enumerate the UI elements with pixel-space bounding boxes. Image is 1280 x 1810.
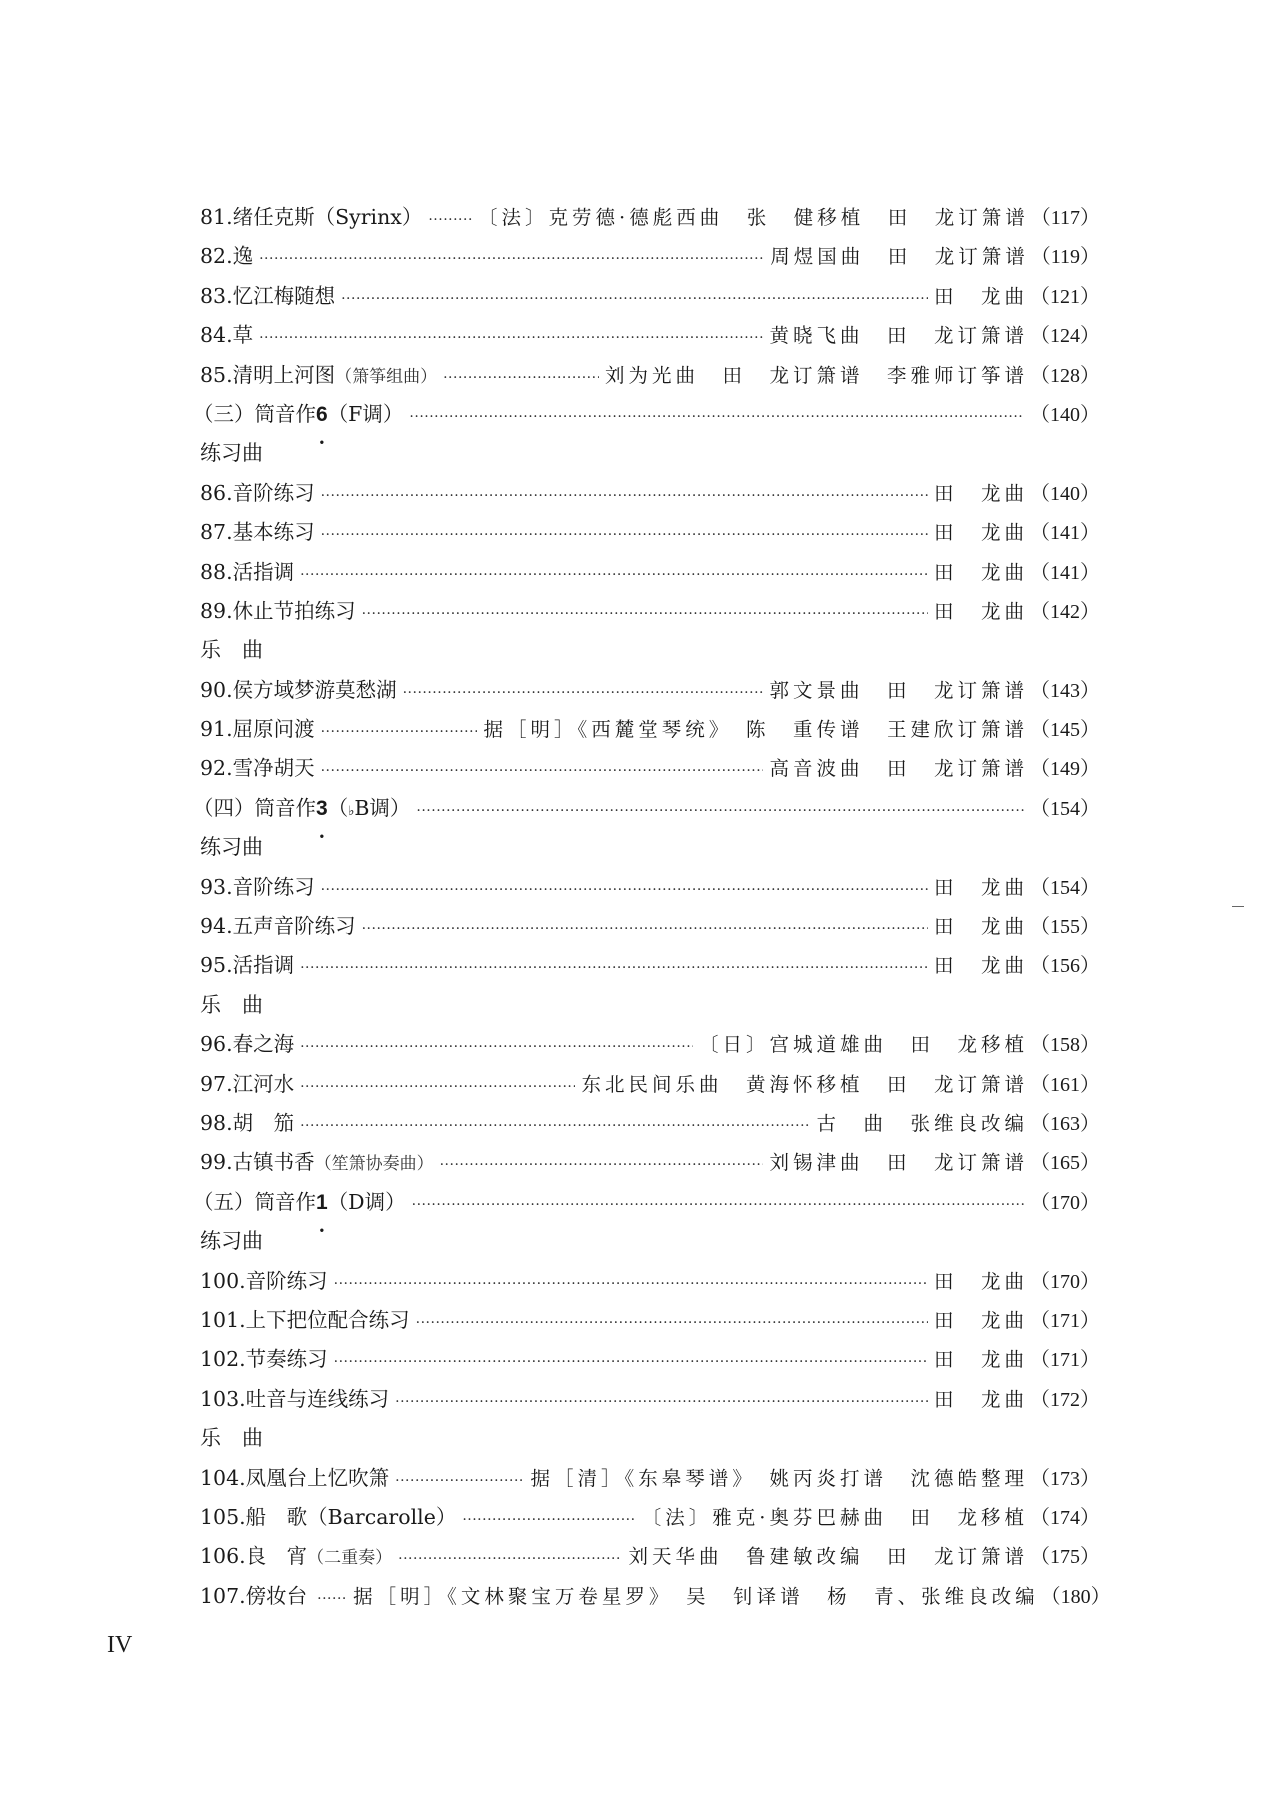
leader-dots xyxy=(403,674,764,713)
entry-title: 练习曲 xyxy=(200,441,263,466)
entry-title: 96.春之海 xyxy=(200,1032,295,1057)
key-open-paren: （ xyxy=(327,795,349,820)
leader-dots xyxy=(259,319,763,358)
entry-title: 95.活指调 xyxy=(200,953,295,978)
page-number: （171） xyxy=(1030,1349,1100,1372)
page-number: （173） xyxy=(1030,1467,1100,1490)
leader-dots xyxy=(395,1462,524,1501)
key-name: B调） xyxy=(354,795,411,820)
toc-entry[interactable] xyxy=(200,671,1100,710)
toc-entry[interactable] xyxy=(200,1262,1100,1301)
toc-entry[interactable] xyxy=(200,868,1100,907)
toc-subheading xyxy=(200,986,1100,1025)
entry-credit: 郭文景曲 田 龙订箫谱 xyxy=(769,678,1028,702)
entry-title: 104.凤凰台上忆吹箫 xyxy=(200,1465,390,1490)
leader-dots xyxy=(321,871,928,910)
leader-dots xyxy=(321,477,928,516)
page-number: （142） xyxy=(1030,600,1100,623)
toc-entry[interactable] xyxy=(200,1340,1100,1379)
page-number: （121） xyxy=(1030,285,1100,308)
leader-dots xyxy=(412,1186,1024,1225)
page-number: （170） xyxy=(1030,1191,1100,1214)
leader-dots xyxy=(362,595,928,634)
entry-note: （笙箫协奏曲） xyxy=(314,1154,434,1175)
toc-entry[interactable] xyxy=(200,907,1100,946)
entry-credit: 〔法〕克劳德·德彪西曲 张 健移植 田 龙订箫谱 xyxy=(478,206,1029,229)
entry-credit: 田 龙曲 xyxy=(933,1308,1028,1332)
leader-dots xyxy=(317,1580,345,1619)
margin-mark xyxy=(1232,906,1244,907)
toc-entry[interactable] xyxy=(200,513,1100,552)
page-number: （170） xyxy=(1030,1270,1100,1293)
toc-subheading xyxy=(200,434,1100,473)
entry-note: （二重奏） xyxy=(307,1548,393,1569)
entry-title: 92.雪净胡天 xyxy=(200,756,315,781)
page-number: （140） xyxy=(1030,482,1100,505)
page-number: （154） xyxy=(1030,876,1100,899)
entry-credit: 刘天华曲 鲁建敏改编 田 龙订箫谱 xyxy=(628,1545,1028,1569)
leader-dots xyxy=(416,1304,928,1343)
toc-entry[interactable] xyxy=(200,946,1100,985)
entry-credit: 田 龙曲 xyxy=(933,875,1028,899)
entry-credit: 田 龙曲 xyxy=(933,1387,1028,1411)
leader-dots xyxy=(443,359,599,398)
page-number: （124） xyxy=(1030,325,1100,348)
entry-credit: 据［明］《文林聚宝万卷星罗》 吴 钊译谱 杨 青、张维良改编 xyxy=(353,1584,1039,1608)
entry-title: （五）筒音作 xyxy=(193,1189,316,1214)
toc-entry[interactable] xyxy=(200,1577,1111,1616)
entry-title: 81.绪任克斯（Syrinx） xyxy=(200,205,423,229)
entry-credit: 刘锡津曲 田 龙订箫谱 xyxy=(769,1151,1028,1175)
entry-title: 90.侯方域梦游莫愁湖 xyxy=(200,677,397,702)
entry-title: 100.音阶练习 xyxy=(200,1268,328,1293)
toc-entry[interactable] xyxy=(200,237,1100,276)
entry-title: 93.音阶练习 xyxy=(200,874,315,899)
leader-dots xyxy=(300,1068,575,1107)
leader-dots xyxy=(300,949,928,988)
entry-credit: 古 曲 张维良改编 xyxy=(816,1111,1028,1135)
toc-entry[interactable] xyxy=(200,749,1100,788)
entry-title: 乐 曲 xyxy=(200,1426,263,1451)
entry-title: 103.吐音与连线练习 xyxy=(200,1386,390,1411)
page-number: （158） xyxy=(1030,1034,1100,1057)
toc-entry[interactable] xyxy=(200,1498,1100,1537)
entry-credit: 黄晓飞曲 田 龙订箫谱 xyxy=(769,324,1028,348)
entry-credit: 〔法〕雅克·奥芬巴赫曲 田 龙移植 xyxy=(641,1505,1028,1529)
toc-section-row[interactable] xyxy=(193,395,1100,434)
page-number: （155） xyxy=(1030,916,1100,939)
page-number: （165） xyxy=(1030,1152,1100,1175)
key-name: （F调） xyxy=(327,401,404,426)
toc-section-row[interactable] xyxy=(193,789,1100,828)
entry-credit: 田 龙曲 xyxy=(933,954,1028,978)
page-number: （140） xyxy=(1030,403,1100,426)
leader-dots xyxy=(321,516,928,555)
page-number: （180） xyxy=(1040,1585,1111,1608)
page-number: （141） xyxy=(1030,522,1100,545)
toc-entry[interactable] xyxy=(200,1380,1100,1419)
entry-title: （三）筒音作 xyxy=(193,401,316,426)
entry-credit: 据［明］《西麓堂琴统》 陈 重传谱 王建欣订箫谱 xyxy=(483,718,1028,742)
leader-dots xyxy=(321,713,478,752)
entry-title: 88.活指调 xyxy=(200,559,295,584)
leader-dots xyxy=(300,556,928,595)
key-note-number: 1 • xyxy=(316,1183,328,1222)
entry-credit: 周煜国曲 田 龙订箫谱 xyxy=(770,245,1029,269)
entry-note: （箫筝组曲） xyxy=(335,366,438,387)
page-number: （149） xyxy=(1030,758,1100,781)
page-number: （172） xyxy=(1030,1388,1100,1411)
page-number: （119） xyxy=(1030,246,1100,269)
entry-title: 91.屈原问渡 xyxy=(200,717,315,742)
entry-title: 乐 曲 xyxy=(200,992,263,1017)
leader-dots xyxy=(462,1501,635,1540)
leader-dots xyxy=(409,398,1024,437)
leader-dots xyxy=(300,1028,693,1067)
table-of-contents xyxy=(193,198,1111,1616)
entry-credit: 高音波曲 田 龙订箫谱 xyxy=(769,757,1028,781)
entry-credit: 田 龙曲 xyxy=(933,1348,1028,1372)
entry-title: 83.忆江梅随想 xyxy=(200,283,336,308)
toc-entry[interactable] xyxy=(200,198,1100,237)
page-number: （175） xyxy=(1030,1546,1100,1569)
entry-title: 86.音阶练习 xyxy=(200,480,315,505)
toc-entry[interactable] xyxy=(200,1301,1100,1340)
entry-title: 97.江河水 xyxy=(200,1071,295,1096)
entry-credit: 田 龙曲 xyxy=(933,560,1028,584)
entry-title: 89.休止节拍练习 xyxy=(200,598,356,623)
page-number: （145） xyxy=(1030,719,1100,742)
page-number: （156） xyxy=(1030,955,1100,978)
key-note-number: 6 • xyxy=(316,395,328,434)
entry-credit: 田 龙曲 xyxy=(933,284,1028,308)
toc-entry[interactable] xyxy=(200,1537,1100,1576)
entry-title: 94.五声音阶练习 xyxy=(200,914,356,939)
entry-title: 82.逸 xyxy=(200,244,254,269)
toc-entry[interactable] xyxy=(200,1065,1100,1104)
page-folio: IV xyxy=(107,1632,133,1658)
page-number: （143） xyxy=(1030,679,1100,702)
toc-subheading xyxy=(200,1222,1100,1261)
entry-credit: 田 龙曲 xyxy=(933,1269,1028,1293)
leader-dots xyxy=(428,201,472,240)
page-number: （161） xyxy=(1030,1073,1100,1096)
toc-entry[interactable] xyxy=(200,1104,1100,1143)
toc-entry[interactable] xyxy=(200,553,1100,592)
toc-entry[interactable] xyxy=(200,316,1100,355)
leader-dots xyxy=(334,1265,928,1304)
entry-title: （四）筒音作 xyxy=(193,795,316,820)
key-note-number: 3 • xyxy=(316,789,328,828)
entry-title: 98.胡 笳 xyxy=(200,1110,295,1135)
entry-title: 106.良 宵 xyxy=(200,1544,308,1569)
page-number: （117） xyxy=(1030,207,1100,229)
leader-dots xyxy=(440,1146,764,1185)
toc-entry[interactable] xyxy=(200,710,1100,749)
leader-dots xyxy=(259,240,764,279)
flat-sign: ♭ xyxy=(348,803,355,819)
entry-credit: 田 龙曲 xyxy=(933,915,1028,939)
entry-title: 87.基本练习 xyxy=(200,520,315,545)
page-number: （154） xyxy=(1030,797,1100,820)
entry-title: 85.清明上河图 xyxy=(200,362,336,387)
page-number: （174） xyxy=(1030,1506,1100,1529)
leader-dots xyxy=(362,910,928,949)
key-name: （D调） xyxy=(327,1189,406,1214)
entry-credit: 田 龙曲 xyxy=(933,599,1028,623)
page-number: （128） xyxy=(1030,364,1100,387)
entry-credit: 田 龙曲 xyxy=(933,521,1028,545)
entry-title: 练习曲 xyxy=(200,1229,263,1254)
entry-title: 99.古镇书香 xyxy=(200,1150,315,1175)
page-number: （171） xyxy=(1030,1309,1100,1332)
entry-title: 102.节奏练习 xyxy=(200,1347,328,1372)
leader-dots xyxy=(395,1383,928,1422)
entry-credit: 刘为光曲 田 龙订箫谱 李雅师订筝谱 xyxy=(604,363,1028,387)
entry-title: 101.上下把位配合练习 xyxy=(200,1307,410,1332)
leader-dots xyxy=(416,792,1024,831)
toc-entry[interactable] xyxy=(200,1025,1100,1064)
leader-dots xyxy=(300,1107,810,1146)
page-number: （163） xyxy=(1030,1112,1100,1135)
toc-entry[interactable] xyxy=(200,1459,1100,1498)
entry-title: 84.草 xyxy=(200,323,254,348)
leader-dots xyxy=(398,1540,622,1579)
entry-credit: 东北民间乐曲 黄海怀移植 田 龙订箫谱 xyxy=(581,1072,1028,1096)
entry-title: 练习曲 xyxy=(200,835,263,860)
entry-credit: 田 龙曲 xyxy=(933,481,1028,505)
toc-entry[interactable] xyxy=(200,592,1100,631)
entry-title: 107.傍妆台 xyxy=(200,1583,308,1608)
entry-credit: 据［清］《东皋琴谱》 姚丙炎打谱 沈德皓整理 xyxy=(530,1466,1028,1490)
toc-entry[interactable] xyxy=(200,277,1100,316)
leader-dots xyxy=(321,752,764,791)
page-number: （141） xyxy=(1030,561,1100,584)
toc-subheading xyxy=(200,1419,1100,1458)
entry-title: 105.船 歌（Barcarolle） xyxy=(200,1504,457,1529)
toc-entry[interactable] xyxy=(200,1143,1100,1182)
toc-entry[interactable] xyxy=(200,474,1100,513)
toc-section-row[interactable] xyxy=(193,1183,1100,1222)
toc-subheading xyxy=(200,828,1100,867)
toc-subheading xyxy=(200,631,1100,670)
leader-dots xyxy=(334,1343,928,1382)
entry-credit: 〔日〕宫城道雄曲 田 龙移植 xyxy=(698,1033,1028,1057)
toc-entry[interactable] xyxy=(200,356,1100,395)
entry-title: 乐 曲 xyxy=(200,638,263,663)
leader-dots xyxy=(341,280,928,319)
